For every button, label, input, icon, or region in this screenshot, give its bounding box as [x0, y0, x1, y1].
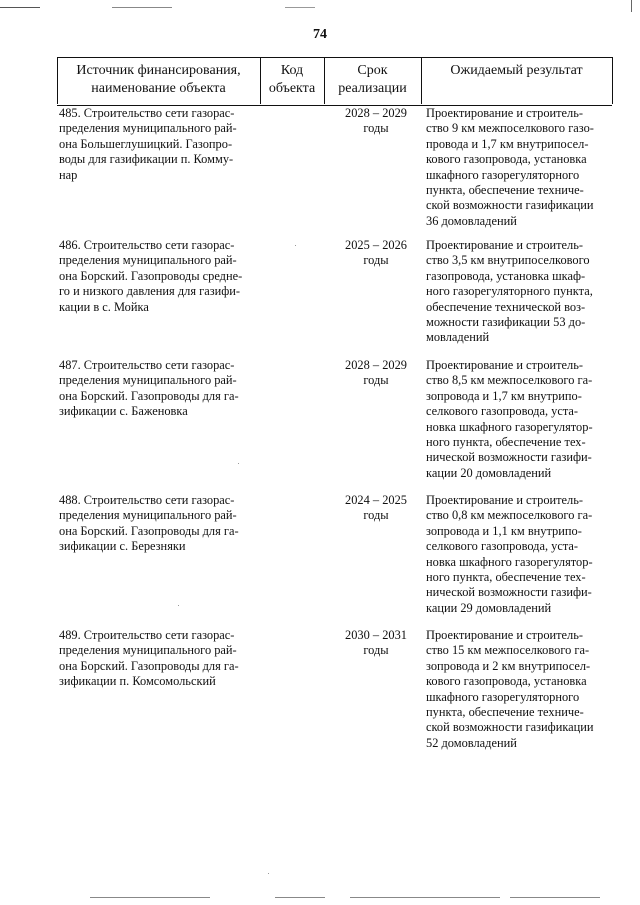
source-line: она Большеглушицкий. Газопро- — [59, 136, 233, 151]
table-row-result — [426, 238, 608, 346]
source-line: она Борский. Газопроводы для га- — [59, 388, 239, 403]
period-unit: годы — [363, 643, 389, 658]
header-source-line-2: наименование объекта — [91, 81, 226, 96]
header-divider-2 — [324, 57, 325, 104]
table-row-result — [426, 493, 608, 616]
header-period — [324, 58, 421, 105]
period-unit: годы — [363, 508, 389, 523]
result-line: 36 домовладений — [426, 213, 517, 228]
table-row-source — [59, 238, 255, 315]
result-line: ного пункта, обеспечение тех- — [426, 570, 586, 585]
result-line: нической возможности газифи- — [426, 585, 592, 600]
scan-artifact-line — [510, 897, 600, 898]
result-line: ство 9 км межпоселкового газо- — [426, 121, 594, 136]
source-line: воды для газификации п. Комму- — [59, 152, 234, 167]
result-line: ного пункта, обеспечение тех- — [426, 435, 586, 450]
source-line: она Борский. Газопроводы средне- — [59, 268, 243, 283]
header-result — [421, 58, 612, 105]
scan-speck — [178, 605, 179, 606]
result-line: Проектирование и строитель- — [426, 358, 584, 372]
period-years: 2024 – 2025 — [345, 493, 407, 507]
source-line: она Борский. Газопроводы для га- — [59, 658, 239, 673]
source-line: зификации с. Баженовка — [59, 404, 188, 419]
header-period-line-1: Срок — [357, 63, 388, 78]
period-unit: годы — [363, 253, 389, 268]
scan-artifact-line — [0, 7, 40, 8]
result-line: Проектирование и строитель- — [426, 628, 584, 642]
header-code-line-1: Код — [280, 63, 304, 78]
scan-speck — [268, 873, 269, 874]
period-years: 2030 – 2031 — [345, 628, 407, 642]
source-line: пределения муниципального рай- — [59, 121, 237, 136]
scan-artifact-line — [285, 7, 315, 8]
source-line: она Борский. Газопроводы для га- — [59, 523, 239, 538]
table-row-source — [59, 493, 255, 555]
result-line: зопровода и 1,7 км внутрипо- — [426, 388, 582, 403]
source-line: пределения муниципального рай- — [59, 373, 237, 388]
result-line: ного газорегуляторного пункта, — [426, 284, 593, 299]
table-row-period — [337, 358, 415, 389]
table-row-period — [337, 106, 415, 137]
table-header — [57, 57, 612, 106]
source-line: кации в с. Мойка — [59, 299, 149, 314]
result-line: новка шкафного газорегулятор- — [426, 419, 593, 434]
result-line: шкафного газорегуляторного — [426, 689, 580, 704]
result-line: селкового газопровода, уста- — [426, 404, 579, 419]
result-line: кации 29 домовладений — [426, 600, 552, 615]
source-line: пределения муниципального рай- — [59, 643, 237, 658]
result-line: мовладений — [426, 330, 490, 345]
result-line: ство 0,8 км межпоселкового га- — [426, 508, 593, 523]
period-years: 2028 – 2029 — [345, 106, 407, 120]
result-line: Проектирование и строитель- — [426, 238, 584, 252]
header-border-left — [57, 57, 58, 104]
period-years: 2025 – 2026 — [345, 238, 407, 252]
result-line: обеспечение технической воз- — [426, 299, 586, 314]
source-line: 487. Строительство сети газорас- — [59, 358, 235, 372]
period-unit: годы — [363, 121, 389, 136]
result-line: ство 3,5 км внутрипоселкового — [426, 253, 590, 268]
scan-artifact-line — [112, 7, 172, 8]
table-row-source — [59, 358, 255, 420]
result-line: Проектирование и строитель- — [426, 106, 584, 120]
source-line: 486. Строительство сети газорас- — [59, 238, 235, 252]
result-line: зопровода и 2 км внутрипосел- — [426, 658, 591, 673]
header-source-line-1: Источник финансирования, — [76, 63, 241, 78]
result-line: можности газификации 53 до- — [426, 315, 586, 330]
header-source — [57, 58, 260, 105]
result-line: ство 8,5 км межпоселкового га- — [426, 373, 593, 388]
scan-speck — [295, 245, 296, 246]
header-code-line-2: объекта — [268, 81, 316, 96]
scan-artifact-line — [350, 897, 500, 898]
source-line: пределения муниципального рай- — [59, 253, 237, 268]
table-row-result — [426, 106, 608, 229]
scan-speck — [238, 463, 239, 464]
result-line: газопровода, установка шкаф- — [426, 268, 586, 283]
page-number: 74 — [313, 27, 327, 42]
table-row-period — [337, 493, 415, 524]
period-unit: годы — [363, 373, 389, 388]
result-line: селкового газопровода, уста- — [426, 539, 579, 554]
result-line: ство 15 км межпоселкового га- — [426, 643, 590, 658]
result-line: зопровода и 1,1 км внутрипо- — [426, 523, 582, 538]
result-line: кового газопровода, установка — [426, 674, 587, 689]
table-row-result — [426, 628, 608, 751]
source-line: 489. Строительство сети газорас- — [59, 628, 235, 642]
result-line: ской возможности газификации — [426, 198, 594, 213]
result-line: провода и 1,7 км внутрипосел- — [426, 136, 589, 151]
source-line: нар — [59, 167, 78, 182]
result-line: пункта, обеспечение техниче- — [426, 705, 584, 720]
scan-artifact-line — [631, 0, 632, 12]
source-line: 485. Строительство сети газорас- — [59, 106, 235, 120]
table-row-period — [337, 238, 415, 269]
table-row-period — [337, 628, 415, 659]
source-line: го и низкого давления для газифи- — [59, 284, 241, 299]
scan-artifact-line — [90, 897, 210, 898]
header-border-right — [612, 57, 613, 104]
table-row-source — [59, 106, 255, 183]
result-line: ской возможности газификации — [426, 720, 594, 735]
result-line: пункта, обеспечение техниче- — [426, 183, 584, 198]
table-row-source — [59, 628, 255, 690]
period-years: 2028 – 2029 — [345, 358, 407, 372]
header-code — [260, 58, 324, 105]
header-result-line: Ожидаемый результат — [450, 63, 583, 78]
result-line: Проектирование и строитель- — [426, 493, 584, 507]
result-line: 52 домовладений — [426, 735, 517, 750]
result-line: новка шкафного газорегулятор- — [426, 554, 593, 569]
source-line: пределения муниципального рай- — [59, 508, 237, 523]
source-line: зификации с. Березняки — [59, 539, 186, 554]
source-line: 488. Строительство сети газорас- — [59, 493, 235, 507]
header-divider-1 — [260, 57, 261, 104]
scan-artifact-line — [275, 897, 325, 898]
result-line: кации 20 домовладений — [426, 465, 552, 480]
result-line: нической возможности газифи- — [426, 450, 592, 465]
header-period-line-2: реализации — [338, 81, 407, 96]
header-divider-3 — [421, 57, 422, 104]
table-row-result — [426, 358, 608, 481]
result-line: шкафного газорегуляторного — [426, 167, 580, 182]
result-line: кового газопровода, установка — [426, 152, 587, 167]
source-line: зификации п. Комсомольский — [59, 674, 216, 689]
